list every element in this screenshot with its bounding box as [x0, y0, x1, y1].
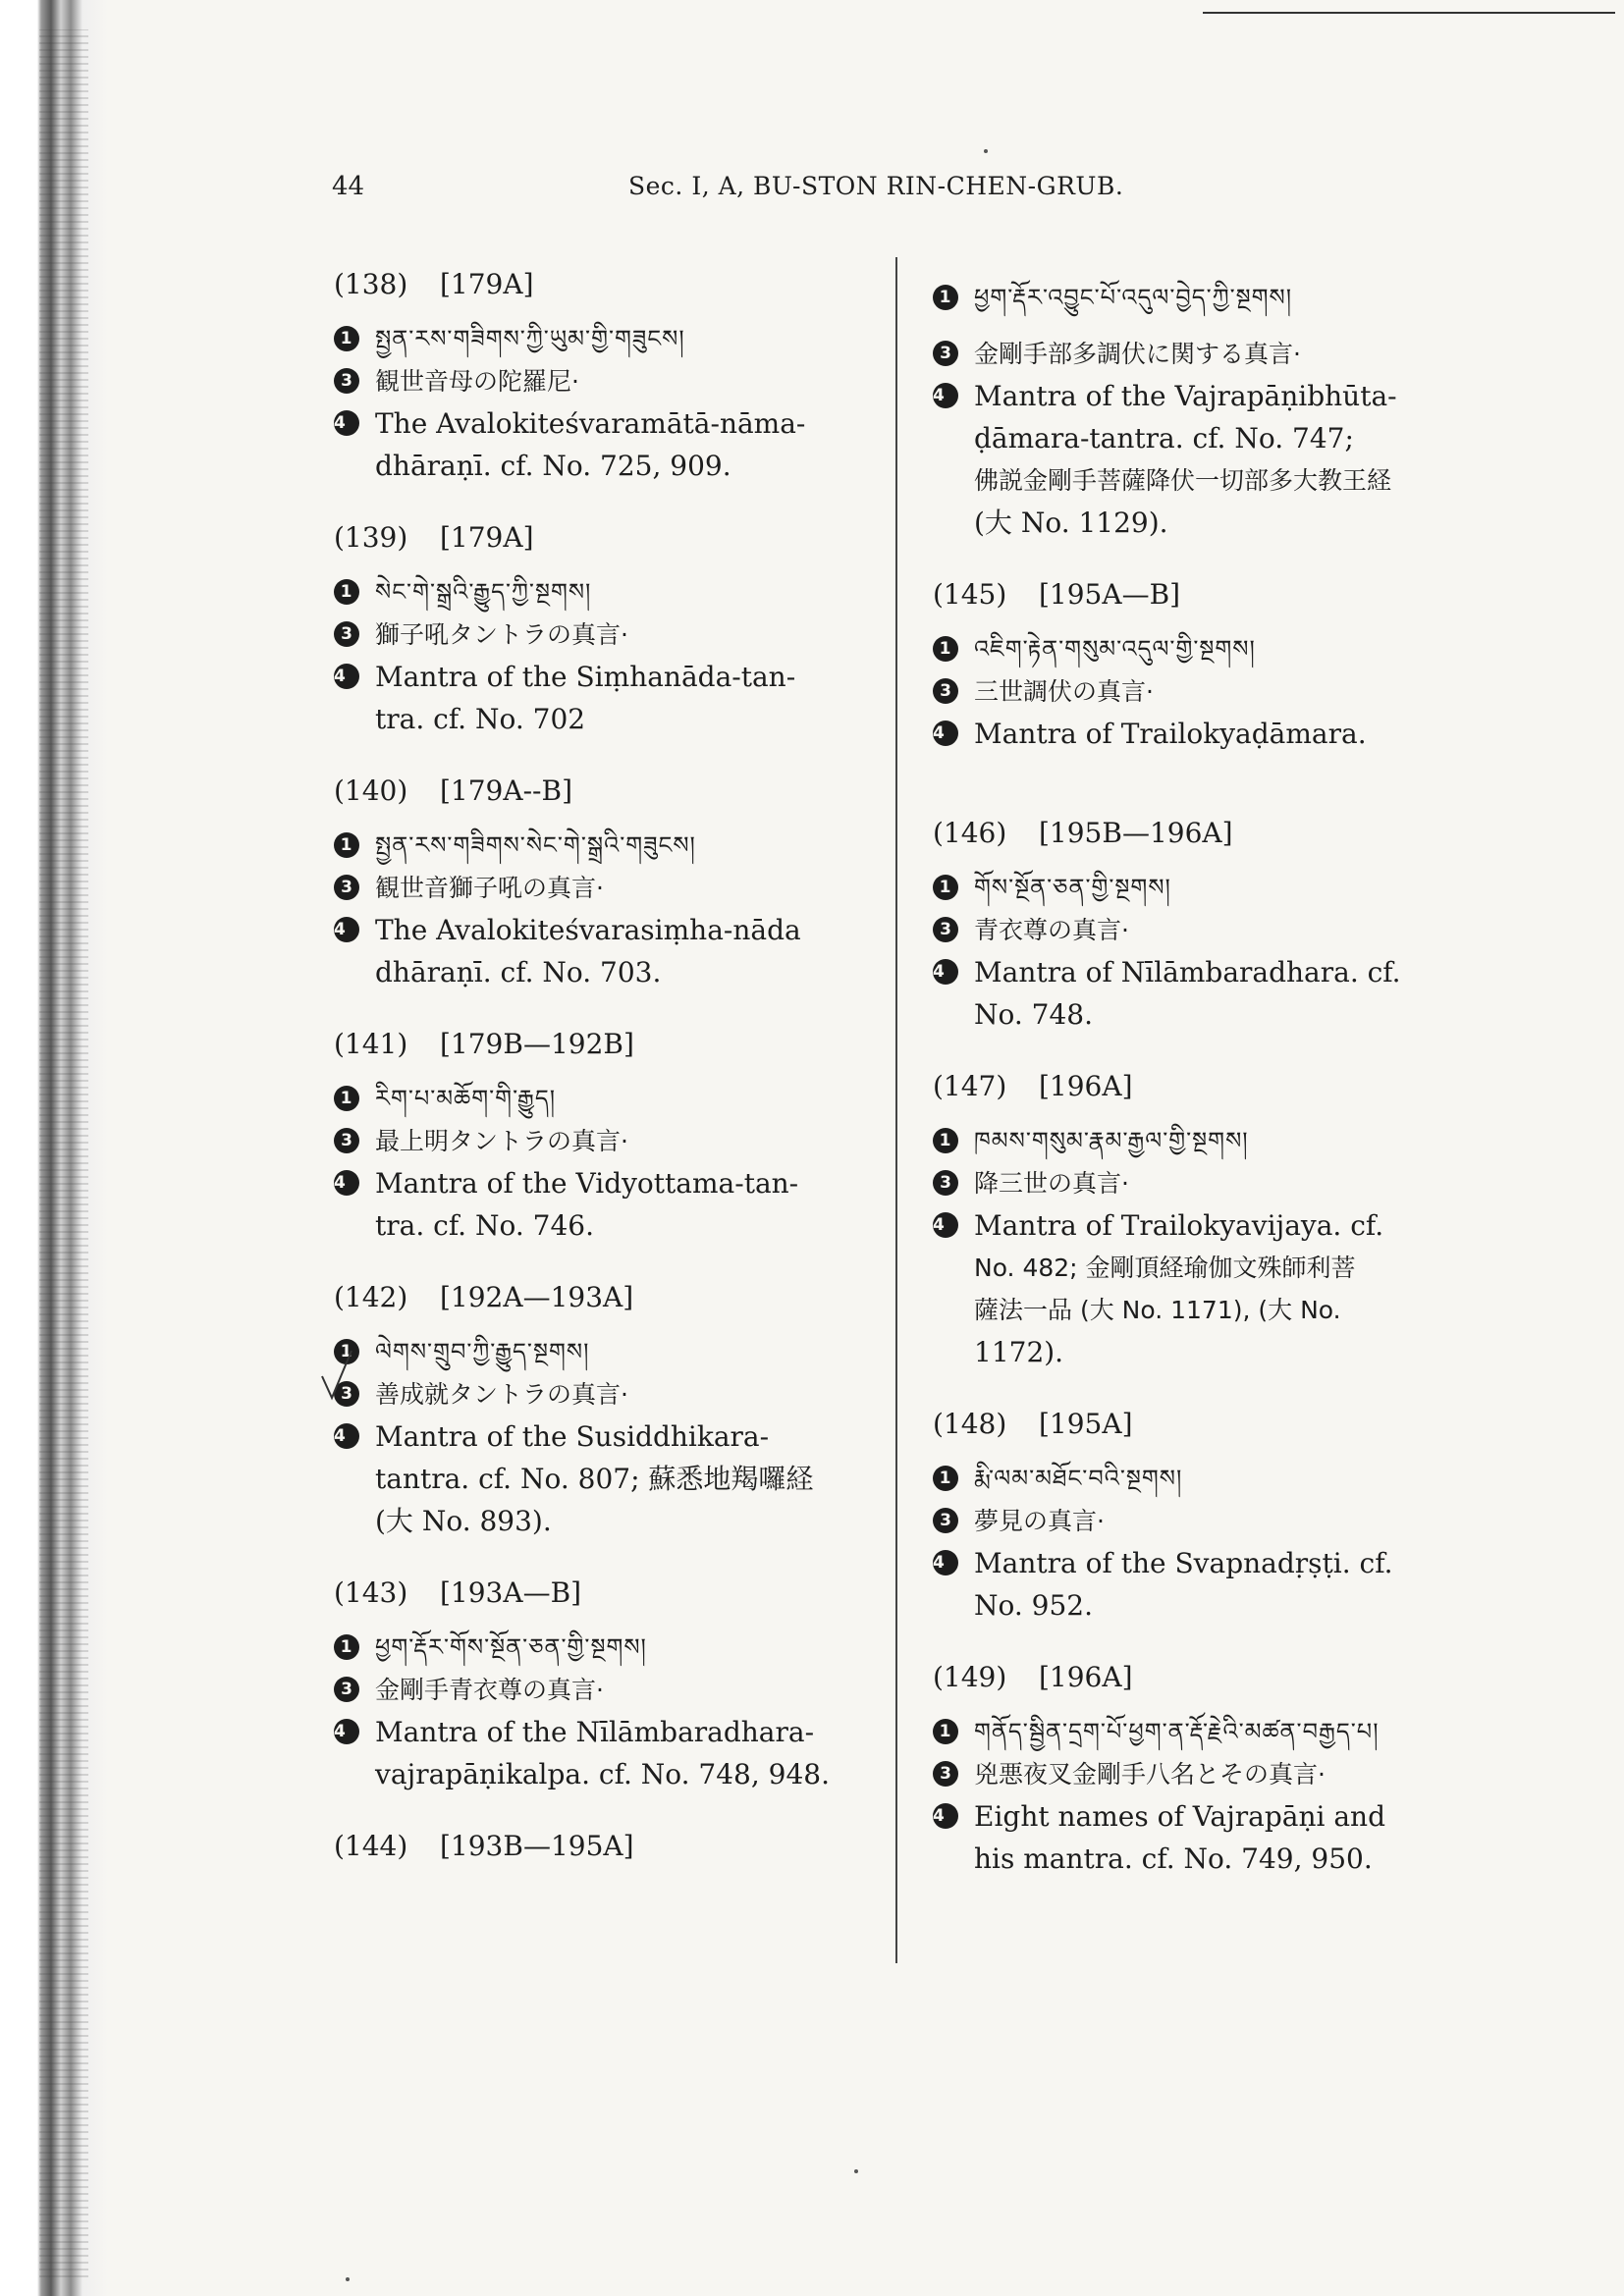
tibetan-title: [334, 1331, 854, 1373]
english-line: The Avalokiteśvarasiṃha-nāda: [375, 914, 801, 946]
entry-142: [334, 1278, 854, 1542]
english-title: [334, 1711, 854, 1795]
english-title: [334, 402, 854, 487]
entry-folio: [195B—196A]: [1039, 817, 1233, 849]
entry-number: (143): [334, 1576, 408, 1609]
top-edge-rule: [1203, 12, 1615, 14]
english-line: 薩法一品 (大 No. 1171), (大 No.: [974, 1296, 1341, 1324]
english-line: vajrapāṇikalpa. cf. No. 748, 948.: [375, 1758, 831, 1790]
japanese-title: [334, 360, 854, 402]
entry-folio: [196A]: [1039, 1070, 1133, 1102]
marker-4-icon: 4: [334, 410, 359, 436]
entry-folio: [196A]: [1039, 1661, 1133, 1693]
japanese-title: [933, 1500, 1453, 1542]
japanese-text: 金剛手部多調伏に関する真言·: [974, 340, 1301, 368]
entry-folio: [179A]: [440, 268, 534, 300]
english-line: No. 952.: [974, 1589, 1094, 1622]
marker-4-icon: 4: [933, 959, 958, 985]
scan-speck: [984, 149, 988, 153]
left-column: [334, 265, 854, 1866]
entry-140: [334, 772, 854, 993]
japanese-title: [334, 867, 854, 909]
japanese-title: [334, 1669, 854, 1711]
english-title: [933, 1542, 1453, 1627]
marker-4-icon: 4: [933, 1803, 958, 1829]
marker-4-icon: 4: [933, 1212, 958, 1238]
scan-speck: [346, 2277, 350, 2281]
entry-heading: [334, 518, 854, 558]
entry-heading: [334, 772, 854, 811]
entry-146: [933, 814, 1453, 1036]
japanese-text: 三世調伏の真言·: [974, 677, 1154, 706]
marker-4-icon: 4: [933, 383, 958, 408]
marker-4-icon: 4: [334, 917, 359, 942]
english-line: tra. cf. No. 746.: [375, 1209, 594, 1242]
tibetan-title: [933, 628, 1453, 670]
japanese-text: 観世音獅子吼の真言·: [375, 874, 604, 902]
tibetan-title: [933, 277, 1453, 319]
japanese-title: [334, 614, 854, 656]
marker-3-icon: 3: [334, 621, 359, 647]
english-title: [933, 713, 1453, 755]
entry-heading: [334, 1278, 854, 1317]
english-line: dhāraṇī. cf. No. 725, 909.: [375, 450, 731, 482]
marker-3-icon: 3: [334, 1381, 359, 1407]
english-line: dhāraṇī. cf. No. 703.: [375, 956, 662, 988]
tibetan-title: [933, 1458, 1453, 1500]
japanese-text: 観世音母の陀羅尼·: [375, 367, 579, 396]
entry-heading: [334, 1574, 854, 1613]
entry-149: [933, 1658, 1453, 1880]
binding-shadow: [39, 29, 88, 2277]
entry-144-continued: [933, 277, 1453, 544]
english-line: Eight names of Vajrapāṇi and: [974, 1800, 1386, 1833]
japanese-text: 青衣尊の真言·: [974, 916, 1129, 944]
entry-folio: [193B—195A]: [440, 1830, 634, 1862]
english-line: tra. cf. No. 702: [375, 703, 586, 735]
marker-1-icon: 1: [334, 1339, 359, 1364]
marker-1-icon: 1: [334, 579, 359, 605]
english-line: No. 482; 金剛頂経瑜伽文殊師利菩: [974, 1254, 1356, 1282]
entry-number: (138): [334, 268, 408, 300]
book-binding-edge: [0, 0, 108, 2296]
english-title: [334, 1415, 854, 1542]
entry-147: [933, 1067, 1453, 1373]
entry-141: [334, 1025, 854, 1247]
marker-3-icon: 3: [933, 1761, 958, 1787]
tibetan-text: གོས་སྔོན་ཅན་གྱི་སྔགས།: [974, 874, 1171, 901]
english-line: ḍāmara-tantra. cf. No. 747;: [974, 422, 1354, 454]
english-line: tantra. cf. No. 807; 蘇悉地羯囉経: [375, 1463, 814, 1495]
entry-folio: [179B—192B]: [440, 1028, 634, 1060]
entry-heading: [334, 1827, 854, 1866]
english-line: (大 No. 1129).: [974, 507, 1168, 539]
japanese-text: 兇悪夜叉金剛手八名とその真言·: [974, 1760, 1326, 1789]
tibetan-title: [334, 318, 854, 360]
marker-3-icon: 3: [933, 1170, 958, 1196]
marker-1-icon: 1: [933, 1466, 958, 1491]
english-line: Mantra of the Vajrapāṇibhūta-: [974, 380, 1397, 412]
entry-number: (144): [334, 1830, 408, 1862]
japanese-text: 金剛手青衣尊の真言·: [375, 1676, 604, 1704]
entry-number: (147): [933, 1070, 1007, 1102]
entry-number: (139): [334, 521, 408, 554]
tibetan-text: ཕྱག་རྡོར་གོས་སྔོན་ཅན་གྱི་སྔགས།: [375, 1633, 647, 1661]
entry-heading: [933, 1067, 1453, 1106]
english-line: Mantra of Nīlāmbaradhara. cf.: [974, 956, 1401, 988]
english-line: Mantra of the Vidyottama-tan-: [375, 1167, 799, 1200]
marker-1-icon: 1: [334, 1086, 359, 1111]
english-title: [334, 1162, 854, 1247]
marker-3-icon: 3: [933, 1508, 958, 1533]
marker-1-icon: 1: [334, 326, 359, 351]
marker-3-icon: 3: [334, 875, 359, 900]
marker-3-icon: 3: [933, 917, 958, 942]
running-title: Sec. I, A, BU-STON RIN-CHEN-GRUB.: [628, 172, 1124, 200]
entry-heading: [933, 575, 1453, 614]
marker-1-icon: 1: [933, 1128, 958, 1153]
japanese-title: [933, 909, 1453, 951]
japanese-text: 降三世の真言·: [974, 1169, 1129, 1198]
pencil-checkmark-icon: [318, 1347, 357, 1406]
marker-4-icon: 4: [933, 721, 958, 746]
scan-speck: [854, 2169, 858, 2173]
entry-139: [334, 518, 854, 740]
entry-heading: [334, 265, 854, 304]
entry-number: (140): [334, 774, 408, 807]
right-column: [933, 277, 1453, 1880]
entry-143: [334, 1574, 854, 1795]
english-line: his mantra. cf. No. 749, 950.: [974, 1842, 1373, 1875]
entry-folio: [192A—193A]: [440, 1281, 634, 1313]
entry-folio: [179A--B]: [440, 774, 573, 807]
entry-heading: [933, 1405, 1453, 1444]
entry-folio: [179A]: [440, 521, 534, 554]
marker-4-icon: 4: [334, 664, 359, 689]
english-line: The Avalokiteśvaramātā-nāma-: [375, 407, 806, 440]
marker-3-icon: 3: [334, 1677, 359, 1702]
tibetan-text: ཁམས་གསུམ་རྣམ་རྒྱལ་གྱི་སྔགས།: [974, 1127, 1249, 1154]
japanese-text: 善成就タントラの真言·: [375, 1380, 628, 1409]
marker-4-icon: 4: [334, 1170, 359, 1196]
page-number: 44: [332, 172, 365, 201]
tibetan-text: སེང་གེ་སྒྲའི་རྒྱུད་ཀྱི་སྔགས།: [375, 578, 592, 606]
japanese-title: [334, 1120, 854, 1162]
japanese-title: [334, 1373, 854, 1415]
english-title: [933, 1204, 1453, 1373]
marker-4-icon: 4: [933, 1550, 958, 1575]
tibetan-title: [334, 825, 854, 867]
marker-1-icon: 1: [334, 832, 359, 858]
english-title: [334, 909, 854, 993]
marker-1-icon: 1: [334, 1634, 359, 1660]
tibetan-title: [933, 867, 1453, 909]
marker-3-icon: 3: [334, 1128, 359, 1153]
english-line: Mantra of Trailokyaḍāmara.: [974, 718, 1367, 750]
tibetan-text: རིག་པ་མཆོག་གི་རྒྱུད།: [375, 1085, 557, 1112]
entry-138: [334, 265, 854, 487]
tibetan-text: རྨི་ལམ་མཐོང་བའི་སྔགས།: [974, 1465, 1183, 1492]
marker-1-icon: 1: [933, 285, 958, 310]
tibetan-title: [933, 1711, 1453, 1753]
english-title: [933, 1795, 1453, 1880]
entry-number: (141): [334, 1028, 408, 1060]
tibetan-title: [933, 1120, 1453, 1162]
tibetan-text: གནོད་སྦྱིན་དྲག་པོ་ཕྱག་ན་རྡོ་རྗེའི་མཚན་བརྒྱད་པ།: [974, 1718, 1380, 1745]
entry-number: (146): [933, 817, 1007, 849]
entry-148: [933, 1405, 1453, 1627]
tibetan-text: སྤྱན་རས་གཟིགས་སེང་གེ་སྒྲའི་གཟུངས།: [375, 831, 696, 859]
marker-1-icon: 1: [933, 875, 958, 900]
entry-number: (145): [933, 578, 1007, 611]
entry-number: (149): [933, 1661, 1007, 1693]
entry-145: [933, 575, 1453, 755]
english-title: [933, 951, 1453, 1036]
english-line: Mantra of Trailokyavijaya. cf.: [974, 1209, 1384, 1242]
marker-4-icon: 4: [334, 1423, 359, 1449]
tibetan-text: འཇིག་རྟེན་གསུམ་འདུལ་གྱི་སྔགས།: [974, 635, 1256, 663]
japanese-text: 夢見の真言·: [974, 1507, 1105, 1535]
english-line: Mantra of the Svapnadṛṣṭi. cf.: [974, 1547, 1393, 1579]
english-line: Mantra of the Susiddhikara-: [375, 1420, 770, 1453]
entry-number: (142): [334, 1281, 408, 1313]
tibetan-text: སྤྱན་རས་གཟིགས་ཀྱི་ཡུམ་གྱི་གཟུངས།: [375, 325, 685, 352]
tibetan-title: [334, 1627, 854, 1669]
marker-3-icon: 3: [933, 341, 958, 366]
entry-folio: [193A—B]: [440, 1576, 582, 1609]
japanese-title: [933, 1162, 1453, 1204]
japanese-title: [933, 670, 1453, 713]
entry-number: (148): [933, 1408, 1007, 1440]
japanese-title: [933, 333, 1453, 375]
column-divider: [895, 257, 897, 1963]
marker-1-icon: 1: [933, 1719, 958, 1744]
english-line: Mantra of the Nīlāmbaradhara-: [375, 1716, 815, 1748]
marker-4-icon: 4: [334, 1719, 359, 1744]
entry-144: [334, 1827, 854, 1866]
english-title: [334, 656, 854, 740]
marker-3-icon: 3: [334, 368, 359, 394]
entry-heading: [933, 814, 1453, 853]
entry-heading: [933, 1658, 1453, 1697]
english-line: 佛説金剛手菩薩降伏一切部多大教王経: [974, 466, 1392, 495]
english-line: 1172).: [974, 1336, 1064, 1368]
entry-heading: [334, 1025, 854, 1064]
tibetan-title: [334, 571, 854, 614]
english-line: (大 No. 893).: [375, 1505, 552, 1537]
entry-folio: [195A]: [1039, 1408, 1133, 1440]
tibetan-text: ཕྱག་རྡོར་འབྱུང་པོ་འདུལ་བྱེད་ཀྱི་སྔགས།: [974, 284, 1293, 311]
page-header: [0, 172, 1624, 211]
japanese-text: 最上明タントラの真言·: [375, 1127, 628, 1155]
marker-1-icon: 1: [933, 636, 958, 662]
entry-folio: [195A—B]: [1039, 578, 1181, 611]
english-title: [933, 375, 1453, 544]
japanese-text: 獅子吼タントラの真言·: [375, 620, 628, 649]
marker-3-icon: 3: [933, 678, 958, 704]
english-line: No. 748.: [974, 998, 1094, 1031]
tibetan-text: ལེགས་གྲུབ་ཀྱི་རྒྱུད་སྔགས།: [375, 1338, 590, 1365]
english-line: Mantra of the Siṃhanāda-tan-: [375, 661, 796, 693]
japanese-title: [933, 1753, 1453, 1795]
tibetan-title: [334, 1078, 854, 1120]
